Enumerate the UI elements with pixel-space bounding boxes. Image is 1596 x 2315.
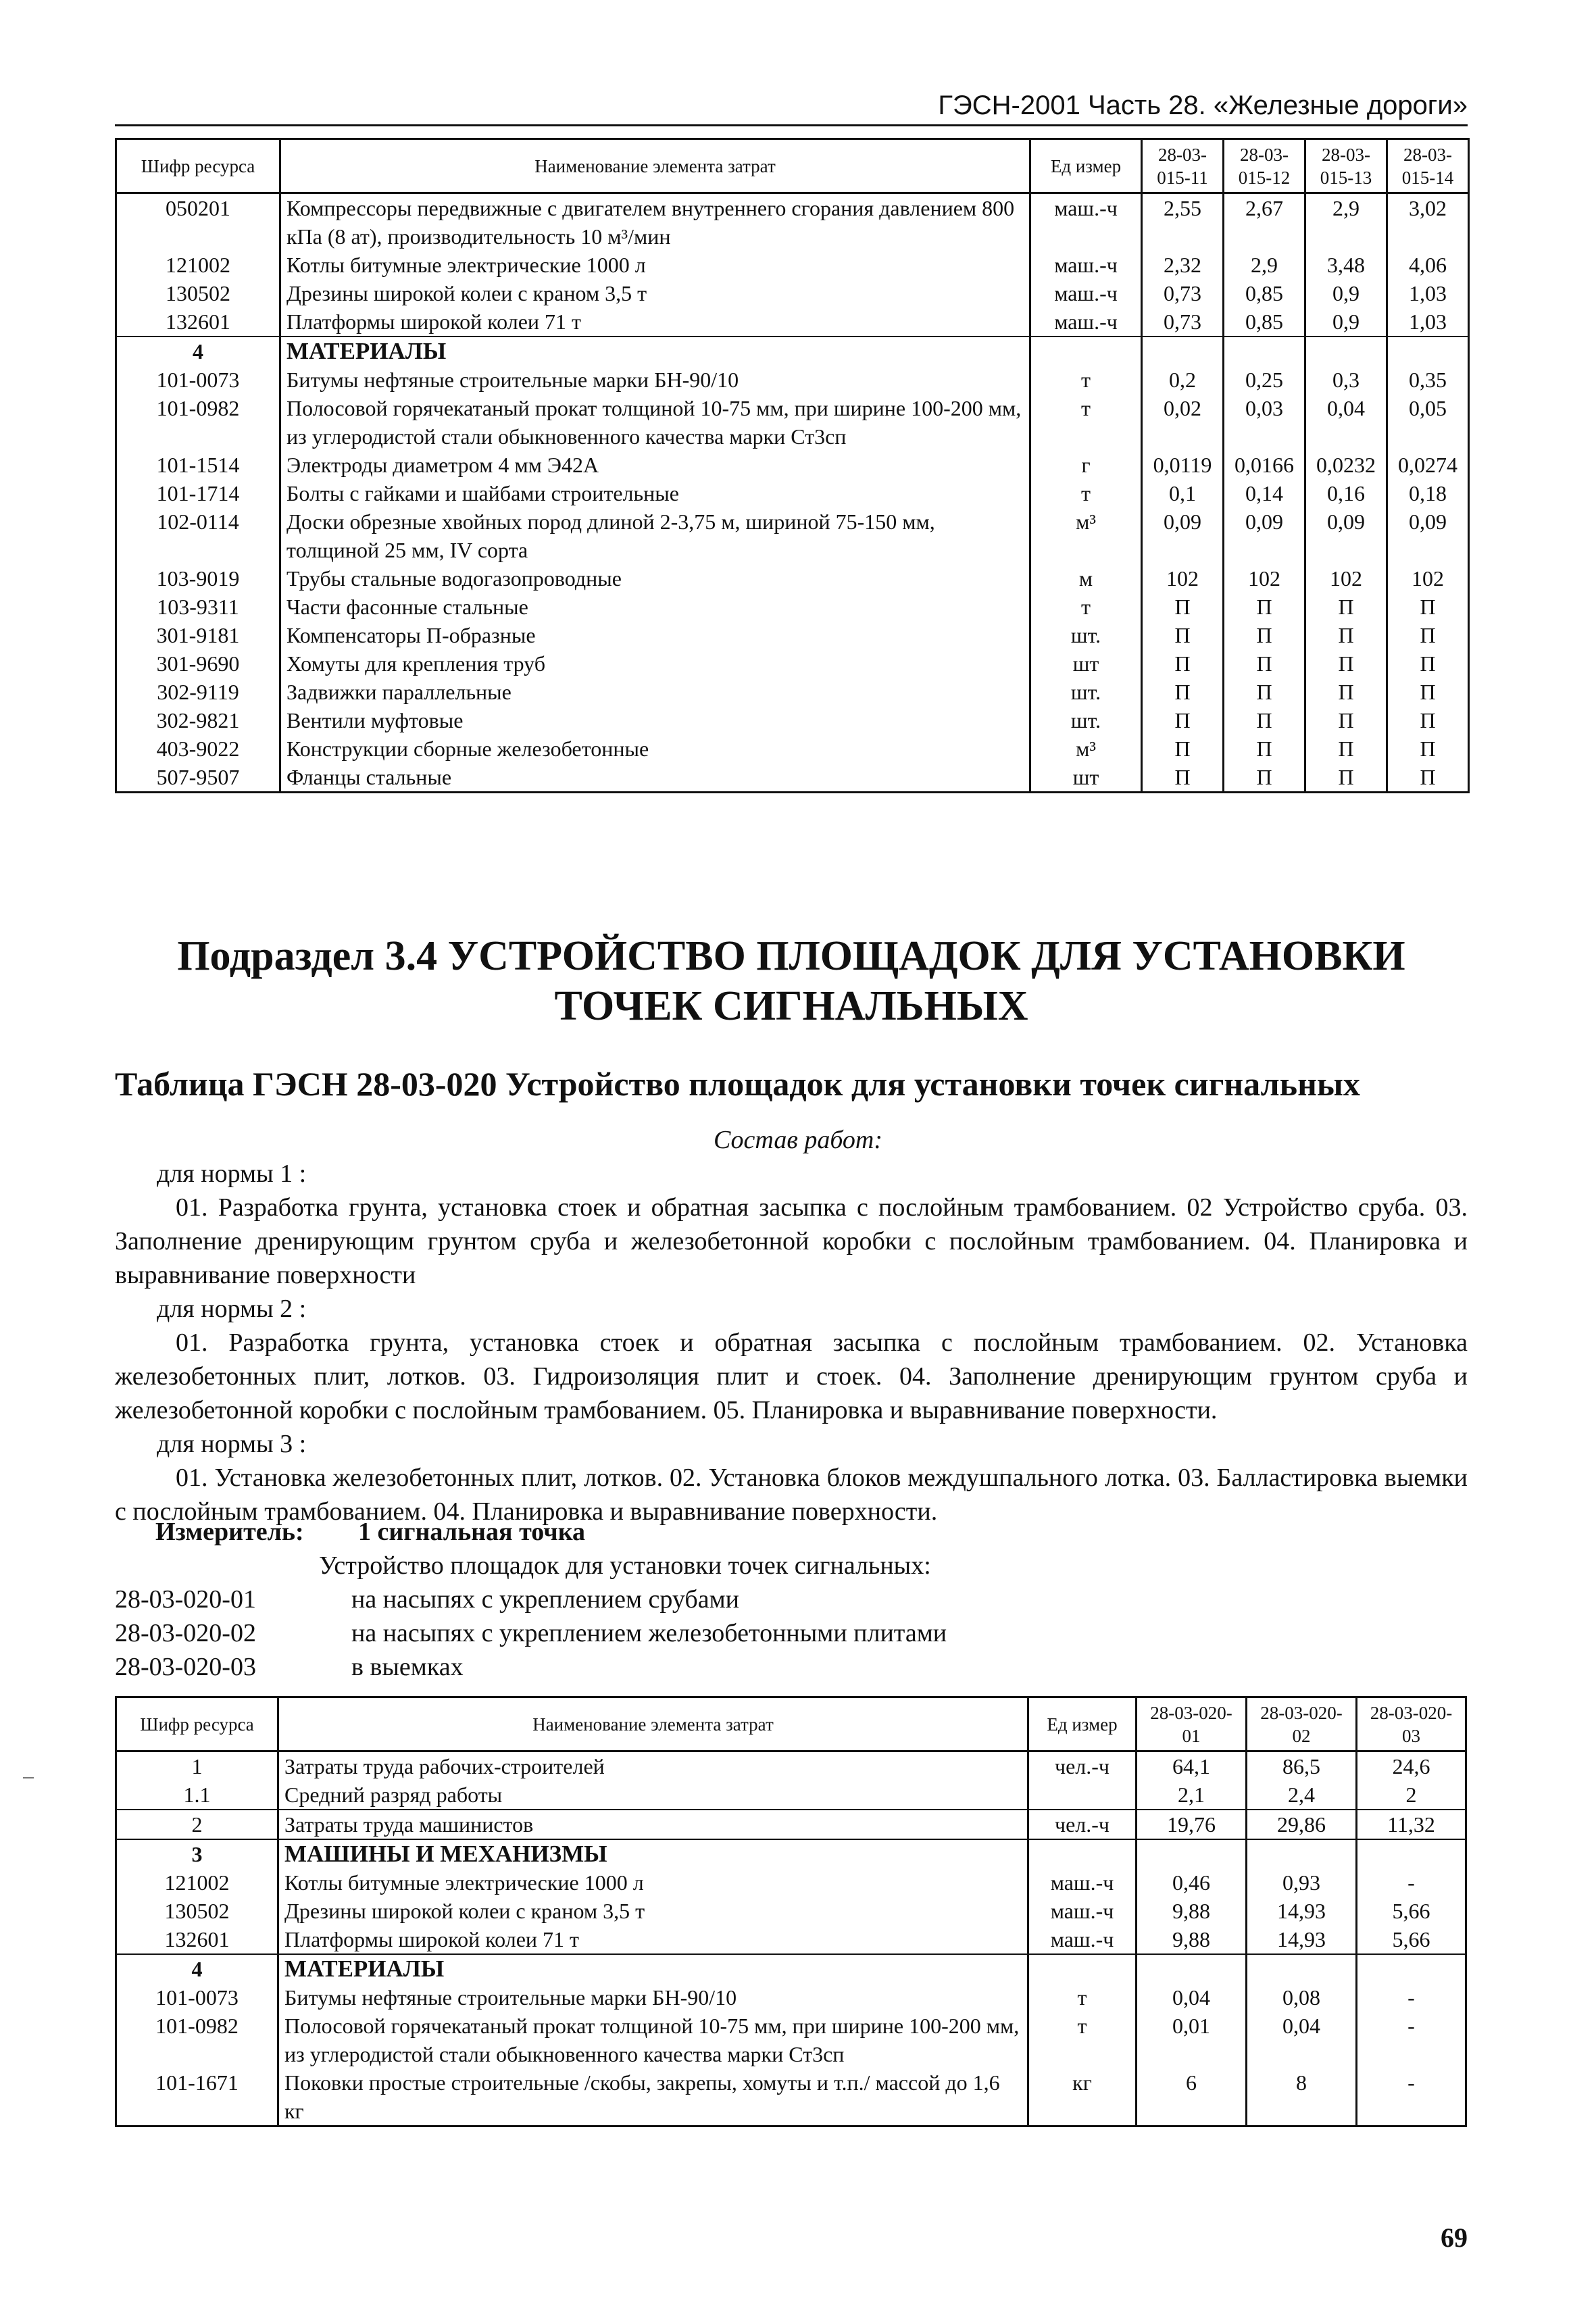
table-row (116, 564, 1469, 593)
value-cell: 2,9 (1224, 251, 1305, 279)
value-cell (1247, 1839, 1357, 1868)
subsection-title: Подраздел 3.4 УСТРОЙСТВО ПЛОЩАДОК ДЛЯ УСТАНОВКИ ТОЧЕК СИГНАЛЬНЫХ (177, 933, 1405, 1029)
table-row (116, 1983, 1466, 2012)
header-norm: 28-03-015-12 (1224, 139, 1305, 193)
value-cell: П (1224, 621, 1305, 649)
code-cell: 103-9311 (116, 593, 280, 621)
composition-heading: Состав работ: (713, 1126, 883, 1154)
value-cell: 11,32 (1357, 1810, 1466, 1839)
name-cell: Котлы битумные электрические 1000 л (280, 251, 1030, 279)
value-cell: 2,4 (1247, 1781, 1357, 1810)
value-cell: П (1224, 593, 1305, 621)
value-cell: 9,88 (1137, 1897, 1247, 1925)
value-cell: П (1387, 735, 1469, 763)
value-cell (1137, 1839, 1247, 1868)
value-cell: 0,0232 (1305, 451, 1387, 479)
name-cell: Вентили муфтовые (280, 706, 1030, 735)
unit-cell: маш.-ч (1030, 279, 1142, 307)
value-cell: - (1357, 1868, 1466, 1897)
value-cell: П (1224, 706, 1305, 735)
value-cell: П (1224, 735, 1305, 763)
value-cell (1357, 1954, 1466, 1983)
value-cell: П (1387, 706, 1469, 735)
value-cell: 0,03 (1224, 394, 1305, 451)
unit-cell (1030, 337, 1142, 366)
header-name: Наименование элемента затрат (280, 139, 1030, 193)
value-cell: 0,14 (1224, 479, 1305, 507)
header-norm: 28-03-015-11 (1142, 139, 1224, 193)
code-cell: 2 (116, 1810, 278, 1839)
table-row (116, 621, 1469, 649)
name-cell: Битумы нефтяные строительные марки БН-90/10 (280, 366, 1030, 394)
code-cell: 3 (116, 1839, 278, 1868)
value-cell: 0,02 (1142, 394, 1224, 451)
header-code: Шифр ресурса (116, 139, 280, 193)
value-cell: 29,86 (1247, 1810, 1357, 1839)
unit-cell: кг (1028, 2068, 1137, 2126)
page-header: ГЭСН-2001 Часть 28. «Железные дороги» (115, 86, 1468, 126)
header-norm: 28-03-015-14 (1387, 139, 1469, 193)
section-row (116, 1839, 1466, 1868)
value-cell: П (1224, 763, 1305, 793)
value-cell: 4,06 (1387, 251, 1469, 279)
code-cell: 102-0114 (116, 507, 280, 564)
table-header-row (116, 1697, 1466, 1751)
code-cell: 101-0073 (116, 1983, 278, 2012)
variant-text: в выемках (351, 1653, 464, 1681)
value-cell (1224, 337, 1305, 366)
value-cell: П (1305, 621, 1387, 649)
header-code: Шифр ресурса (116, 1697, 278, 1751)
table-row (116, 1897, 1466, 1925)
name-cell: Полосовой горячекатаный прокат толщиной 10-75 мм, при ширине 100-200 мм, из углеродистой стали обыкновенного качества марки Ст3сп (280, 394, 1030, 451)
margin-mark (23, 1777, 34, 1778)
unit-cell: т (1030, 394, 1142, 451)
value-cell: П (1142, 706, 1224, 735)
code-cell: 403-9022 (116, 735, 280, 763)
value-cell: 5,66 (1357, 1925, 1466, 1954)
table-header-row (116, 139, 1469, 193)
value-cell (1142, 337, 1224, 366)
name-cell: МАШИНЫ И МЕХАНИЗМЫ (278, 1839, 1028, 1868)
unit-cell (1028, 1839, 1137, 1868)
value-cell: 1,03 (1387, 307, 1469, 337)
table-row (116, 193, 1469, 251)
table-row (116, 2012, 1466, 2068)
unit-cell: маш.-ч (1028, 1925, 1137, 1954)
value-cell: 0,0119 (1142, 451, 1224, 479)
norm-label: для нормы 1 : (157, 1160, 307, 1188)
code-cell: 101-0982 (116, 2012, 278, 2068)
unit-cell (1028, 1954, 1137, 1983)
unit-cell: шт (1030, 649, 1142, 678)
table-row (116, 1868, 1466, 1897)
code-cell: 301-9181 (116, 621, 280, 649)
table-row (116, 2068, 1466, 2126)
table-row (116, 763, 1469, 793)
value-cell: 9,88 (1137, 1925, 1247, 1954)
name-cell: Электроды диаметром 4 мм Э42А (280, 451, 1030, 479)
value-cell: П (1387, 649, 1469, 678)
name-cell: МАТЕРИАЛЫ (278, 1954, 1028, 1983)
value-cell: 0,18 (1387, 479, 1469, 507)
table-row (116, 394, 1469, 451)
value-cell: П (1305, 706, 1387, 735)
value-cell: 8 (1247, 2068, 1357, 2126)
section-row (116, 337, 1469, 366)
table-row (116, 507, 1469, 564)
value-cell: П (1387, 678, 1469, 706)
header-name: Наименование элемента затрат (278, 1697, 1028, 1751)
value-cell: П (1142, 735, 1224, 763)
code-cell: 103-9019 (116, 564, 280, 593)
variant-code: 28-03-020-03 (115, 1653, 256, 1681)
unit-cell: маш.-ч (1030, 251, 1142, 279)
value-cell: 102 (1305, 564, 1387, 593)
value-cell: 102 (1142, 564, 1224, 593)
name-cell: Средний разряд работы (278, 1781, 1028, 1810)
value-cell: 0,9 (1305, 279, 1387, 307)
value-cell: П (1224, 678, 1305, 706)
name-cell: Конструкции сборные железобетонные (280, 735, 1030, 763)
value-cell: 0,2 (1142, 366, 1224, 394)
value-cell: 0,16 (1305, 479, 1387, 507)
value-cell: 2,1 (1137, 1781, 1247, 1810)
name-cell: Поковки простые строительные /скобы, закрепы, хомуты и т.п./ массой до 1,6 кг (278, 2068, 1028, 2126)
unit-cell: м (1030, 564, 1142, 593)
norm-text: 01. Разработка грунта, установка стоек и обратная засыпка с послойным трамбованием. 02 Устройство сруба. 03. Заполнение дренирующим грунтом сруба и железобетонной коробки с послойным трамбованием. 04. Планировка и выравнивание поверхности (115, 1193, 1468, 1289)
unit-cell: г (1030, 451, 1142, 479)
meter-label: Измеритель: (155, 1518, 304, 1546)
value-cell (1305, 337, 1387, 366)
value-cell: 0,08 (1247, 1983, 1357, 2012)
value-cell: 0,46 (1137, 1868, 1247, 1897)
name-cell: Компенсаторы П-образные (280, 621, 1030, 649)
value-cell (1137, 1954, 1247, 1983)
name-cell: Платформы широкой колеи 71 т (278, 1925, 1028, 1954)
value-cell: 0,09 (1142, 507, 1224, 564)
value-cell: 0,1 (1142, 479, 1224, 507)
table-body (116, 1751, 1466, 2126)
variant-code: 28-03-020-02 (115, 1619, 256, 1647)
value-cell: 6 (1137, 2068, 1247, 2126)
table-row (116, 279, 1469, 307)
value-cell: 86,5 (1247, 1751, 1357, 1781)
code-cell: 1 (116, 1751, 278, 1781)
name-cell: Дрезины широкой колеи с краном 3,5 т (280, 279, 1030, 307)
variant-text: на насыпях с укреплением железобетонными плитами (351, 1619, 947, 1647)
value-cell: 0,04 (1305, 394, 1387, 451)
value-cell: П (1305, 735, 1387, 763)
value-cell: П (1305, 649, 1387, 678)
code-cell: 301-9690 (116, 649, 280, 678)
norm-label: для нормы 3 : (157, 1430, 307, 1458)
code-cell: 507-9507 (116, 763, 280, 793)
table-row (116, 251, 1469, 279)
unit-cell: маш.-ч (1028, 1897, 1137, 1925)
unit-cell: т (1030, 366, 1142, 394)
value-cell: 0,01 (1137, 2012, 1247, 2068)
table-row (116, 1925, 1466, 1954)
value-cell: П (1142, 593, 1224, 621)
name-cell: Дрезины широкой колеи с краном 3,5 т (278, 1897, 1028, 1925)
name-cell: Затраты труда машинистов (278, 1810, 1028, 1839)
value-cell: П (1142, 678, 1224, 706)
value-cell: П (1305, 678, 1387, 706)
code-cell: 050201 (116, 193, 280, 251)
value-cell: 0,0274 (1387, 451, 1469, 479)
code-cell: 1.1 (116, 1781, 278, 1810)
value-cell: 0,35 (1387, 366, 1469, 394)
value-cell: П (1224, 649, 1305, 678)
code-cell: 132601 (116, 307, 280, 337)
name-cell: Болты с гайками и шайбами строительные (280, 479, 1030, 507)
value-cell: П (1142, 763, 1224, 793)
header-norm: 28-03-020-02 (1247, 1697, 1357, 1751)
value-cell: 0,3 (1305, 366, 1387, 394)
value-cell: 102 (1224, 564, 1305, 593)
table-row (116, 706, 1469, 735)
unit-cell: шт. (1030, 678, 1142, 706)
value-cell: 2,9 (1305, 193, 1387, 251)
code-cell: 101-0982 (116, 394, 280, 451)
norm-text: 01. Разработка грунта, установка стоек и обратная засыпка с послойным трамбованием. 02. Установка железобетонных плит, лотков. 03. Гидроизоляция плит и стоек. 04. Заполнение дренирующим грунтом сруба и железобетонной коробки с послойным трамбованием. 05. Планировка и выравнивание поверхности. (115, 1328, 1468, 1424)
header-unit: Ед измер (1028, 1697, 1137, 1751)
name-cell: Битумы нефтяные строительные марки БН-90/10 (278, 1983, 1028, 2012)
code-cell: 101-1514 (116, 451, 280, 479)
name-cell: Платформы широкой колеи 71 т (280, 307, 1030, 337)
value-cell: 24,6 (1357, 1751, 1466, 1781)
value-cell (1387, 337, 1469, 366)
name-cell: Доски обрезные хвойных пород длиной 2-3,75 м, шириной 75-150 мм, толщиной 25 мм, IV сорта (280, 507, 1030, 564)
name-cell: Компрессоры передвижные с двигателем внутреннего сгорания давлением 800 кПа (8 ат), производительность 10 м³/мин (280, 193, 1030, 251)
value-cell: П (1387, 593, 1469, 621)
value-cell: П (1142, 621, 1224, 649)
code-cell: 132601 (116, 1925, 278, 1954)
header-norm: 28-03-020-01 (1137, 1697, 1247, 1751)
header-unit: Ед измер (1030, 139, 1142, 193)
variant-text: на насыпях с укреплением срубами (351, 1585, 740, 1614)
value-cell: - (1357, 2012, 1466, 2068)
code-cell: 130502 (116, 1897, 278, 1925)
value-cell: 0,09 (1305, 507, 1387, 564)
name-cell: Полосовой горячекатаный прокат толщиной 10-75 мм, при ширине 100-200 мм, из углеродистой стали обыкновенного качества марки Ст3сп (278, 2012, 1028, 2068)
page-number: 69 (1441, 2222, 1468, 2253)
table-row (116, 678, 1469, 706)
code-cell: 121002 (116, 251, 280, 279)
value-cell: 2,32 (1142, 251, 1224, 279)
value-cell: 0,04 (1137, 1983, 1247, 2012)
value-cell: П (1387, 621, 1469, 649)
value-cell: 0,05 (1387, 394, 1469, 451)
unit-cell: маш.-ч (1028, 1868, 1137, 1897)
value-cell (1247, 1954, 1357, 1983)
table-row (116, 649, 1469, 678)
table-row (116, 479, 1469, 507)
table-row (116, 735, 1469, 763)
code-cell: 101-0073 (116, 366, 280, 394)
code-cell: 4 (116, 337, 280, 366)
unit-cell: чел.-ч (1028, 1810, 1137, 1839)
table-row (116, 307, 1469, 337)
value-cell: 0,9 (1305, 307, 1387, 337)
code-cell: 101-1714 (116, 479, 280, 507)
value-cell: 0,73 (1142, 307, 1224, 337)
header-norm: 28-03-015-13 (1305, 139, 1387, 193)
value-cell: 0,93 (1247, 1868, 1357, 1897)
value-cell: П (1387, 763, 1469, 793)
unit-cell: т (1028, 2012, 1137, 2068)
value-cell: 102 (1387, 564, 1469, 593)
value-cell: 64,1 (1137, 1751, 1247, 1781)
value-cell: 19,76 (1137, 1810, 1247, 1839)
code-cell: 302-9821 (116, 706, 280, 735)
variant-code: 28-03-020-01 (115, 1585, 256, 1614)
value-cell: 2 (1357, 1781, 1466, 1810)
norm-label: для нормы 2 : (157, 1295, 307, 1323)
variants-heading: Устройство площадок для установки точек сигнальных: (319, 1551, 931, 1580)
value-cell: 5,66 (1357, 1897, 1466, 1925)
unit-cell: маш.-ч (1030, 193, 1142, 251)
table-row (116, 1751, 1466, 1781)
code-cell: 101-1671 (116, 2068, 278, 2126)
unit-cell: шт. (1030, 706, 1142, 735)
value-cell: - (1357, 1983, 1466, 2012)
value-cell: - (1357, 2068, 1466, 2126)
value-cell: 3,48 (1305, 251, 1387, 279)
code-cell: 4 (116, 1954, 278, 1983)
code-cell: 121002 (116, 1868, 278, 1897)
unit-cell: т (1028, 1983, 1137, 2012)
value-cell: 0,09 (1224, 507, 1305, 564)
value-cell: 0,85 (1224, 307, 1305, 337)
name-cell: Котлы битумные электрические 1000 л (278, 1868, 1028, 1897)
value-cell (1357, 1839, 1466, 1868)
value-cell: 0,25 (1224, 366, 1305, 394)
unit-cell: чел.-ч (1028, 1751, 1137, 1781)
value-cell: 2,67 (1224, 193, 1305, 251)
value-cell: П (1305, 593, 1387, 621)
unit-cell: шт. (1030, 621, 1142, 649)
table-row (116, 366, 1469, 394)
name-cell: Части фасонные стальные (280, 593, 1030, 621)
value-cell: 0,0166 (1224, 451, 1305, 479)
unit-cell (1028, 1781, 1137, 1810)
name-cell: МАТЕРИАЛЫ (280, 337, 1030, 366)
value-cell: П (1142, 649, 1224, 678)
value-cell: 0,85 (1224, 279, 1305, 307)
unit-cell: шт (1030, 763, 1142, 793)
value-cell: 0,04 (1247, 2012, 1357, 2068)
value-cell: 14,93 (1247, 1897, 1357, 1925)
unit-cell: т (1030, 593, 1142, 621)
value-cell: 1,03 (1387, 279, 1469, 307)
table-title: Таблица ГЭСН 28-03-020 Устройство площадок для установки точек сигнальных (115, 1065, 1360, 1103)
table-row (116, 1810, 1466, 1839)
name-cell: Задвижки параллельные (280, 678, 1030, 706)
value-cell: 0,09 (1387, 507, 1469, 564)
value-cell: 14,93 (1247, 1925, 1357, 1954)
code-cell: 130502 (116, 279, 280, 307)
value-cell: 3,02 (1387, 193, 1469, 251)
name-cell: Трубы стальные водогазопроводные (280, 564, 1030, 593)
table-row (116, 593, 1469, 621)
unit-cell: м³ (1030, 735, 1142, 763)
value-cell: П (1305, 763, 1387, 793)
name-cell: Хомуты для крепления труб (280, 649, 1030, 678)
work-composition (0, 1123, 1596, 1691)
resource-table-015 (115, 138, 1470, 793)
unit-cell: м³ (1030, 507, 1142, 564)
section-row (116, 1954, 1466, 1983)
meter-value: 1 сигнальная точка (358, 1518, 586, 1546)
unit-cell: маш.-ч (1030, 307, 1142, 337)
value-cell: 2,55 (1142, 193, 1224, 251)
norm-text: 01. Установка железобетонных плит, лотков. 02. Установка блоков междушпального лотка. 03. Балластировка выемки с послойным трамбованием. 04. Планировка и выравнивание поверхности. (115, 1464, 1468, 1526)
value-cell: 0,73 (1142, 279, 1224, 307)
code-cell: 302-9119 (116, 678, 280, 706)
unit-cell: т (1030, 479, 1142, 507)
table-row (116, 451, 1469, 479)
name-cell: Фланцы стальные (280, 763, 1030, 793)
table-row (116, 1781, 1466, 1810)
table-body (116, 193, 1469, 793)
header-norm: 28-03-020-03 (1357, 1697, 1466, 1751)
name-cell: Затраты труда рабочих-строителей (278, 1751, 1028, 1781)
resource-table-020 (115, 1696, 1467, 2127)
